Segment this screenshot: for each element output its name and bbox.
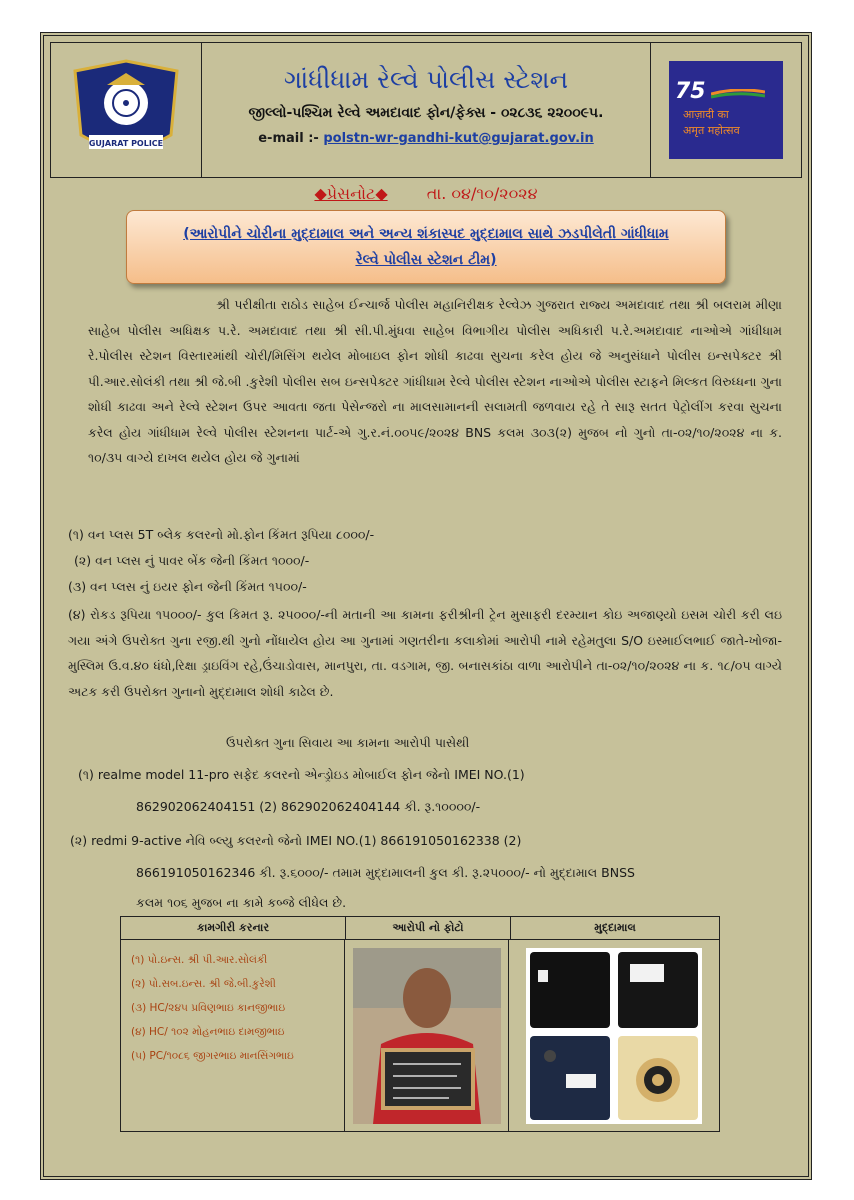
accused-photo: [353, 948, 501, 1124]
team-member: (૫) PC/૧૦૮૬ જીગરભાઇ માનસિંગભાઇ: [131, 1050, 294, 1062]
accused-photo-cell: [345, 940, 509, 1132]
team-member: (૧) પો.ઇન્સ. શ્રી પી.આર.સોલંકી: [131, 954, 268, 966]
subject-line1: (આરોપીને ચોરીના મુદ્દામાલ અને અન્ય શંકાસ્પદ મુદ્દામાલ સાથે ઝડપીલેતી ગાંધીધામ: [183, 226, 669, 242]
team-member: (૪) HC/ ૧૦૨ મોહનભાઇ દામજીભાઇ: [131, 1026, 285, 1038]
header-seized-items: મુદ્દામાલ: [594, 921, 636, 934]
table-body: [121, 940, 719, 1132]
list-item: (૨) વન પ્લસ નું પાવર બેંક જેની કિંમત ૧૦૦૦/-: [74, 553, 310, 568]
seized-item-2-line2: 866191050162346 કી. રૂ.૬૦૦૦/- તમામ મુદ્દામાલની કુલ કી. રૂ.૨૫૦૦૦/- નો મુદ્દામાલ BNSS: [136, 865, 635, 880]
seized-items-cell: [509, 940, 719, 1132]
press-note-page: [40, 32, 812, 1180]
seized-item-2-line3: કલમ ૧૦૬ મુજબ ના કામે કબ્જે લીધેલ છે.: [136, 895, 347, 910]
seized-item-1-line1: (૧) realme model 11-pro સફેદ કલરનો એન્ડ્રોઇડ મોબાઈલ ફોન જેનો IMEI NO.(1): [78, 767, 525, 782]
email-link[interactable]: polstn-wr-gandhi-kut@gujarat.gov.in: [323, 131, 594, 146]
tricolor-icon: [711, 89, 765, 99]
station-title: ગાંધીધામ રેલ્વે પોલીસ સ્ટેશન: [283, 65, 569, 94]
azadi-amrit-mahotsav-logo-icon: [669, 61, 783, 159]
svg-text:GUJARAT POLICE: GUJARAT POLICE: [88, 139, 164, 148]
team-member: (૨) પો.સબ.ઇન્સ. શ્રી જે.બી.કુરેશી: [131, 978, 276, 990]
seized-item-1-line2: 862902062404151 (2) 862902062404144 કી. રૂ.૧૦૦૦૦/-: [136, 799, 481, 814]
press-note-row: [44, 184, 808, 204]
subject-box: [126, 210, 726, 284]
subject-line2: રેલ્વે પોલીસ સ્ટેશન ટીમ): [355, 252, 497, 268]
email-label: e-mail :-: [258, 131, 319, 146]
table-header: [121, 917, 719, 940]
indent: [88, 297, 216, 312]
press-note-label: ◆પ્રેસનોટ◆: [314, 184, 388, 203]
header-team: કામગીરી કરનાર: [121, 917, 346, 939]
team-member: (૩) HC/૨૪૫ પ્રવિણભાઇ કાનજીભાઇ: [131, 1002, 286, 1014]
district-line: જીલ્લો-પશ્ચિમ રેલ્વે અમદાવાદ ફોન/ફેક્સ - ૦૨૮૩૬ ૨૨૦૦૯૫.: [248, 105, 604, 121]
gujarat-police-logo-icon: [67, 57, 185, 163]
email-row: [202, 131, 650, 146]
team-table: [120, 916, 720, 1132]
body-paragraph: [88, 292, 782, 471]
team-list: [121, 940, 345, 1132]
logo-cell: [51, 43, 202, 177]
letterhead: [50, 42, 802, 178]
paragraph-2: ઉપરોક્ત ગુના સિવાય આ કામના આરોપી પાસેથી: [226, 735, 470, 750]
list-item: (૩) વન પ્લસ નું ઇયર ફોન જેની કિંમત ૧૫૦૦/-: [68, 579, 307, 594]
title-cell: [202, 43, 651, 177]
paragraph-1: શ્રી પરીક્ષીતા રાઠોડ સાહેબ ઈન્ચાર્જ પોલીસ મહાનિરીક્ષક રેલ્વેઝ ગુજરાત રાજ્ય અમદાવાદ તથા શ્રી બલરામ મીણા સાહેબ પોલીસ અધિક્ષક પ.રે. અમદાવાદ તથા શ્રી સી.પી.મુંધવા સાહેબ વિભાગીય પોલીસ અધિકારી પ.રે.અમદાવાદ નાઓએ ગાંધીધામ રે.પોલીસ સ્ટેશન વિસ્તારમાંથી ચોરી/મિસિંગ થયેલ મોબાઇલ ફોન શોધી કાઢવા સુચના કરેલ હોય જે અનુસંધાને પોલીસ ઇન્સપેક્ટર શ્રી પી.આર.સોલંકી તથા શ્રી જે.બી .કુરેશી પોલીસ સબ ઇન્સપેક્ટર ગાંધીધામ રેલ્વે પોલીસ સ્ટેશન નાઓએ પોલીસ સ્ટાફને મિલ્કત વિરુધ્ધના ગુના શોધી કાઢવા અને રેલ્વે સ્ટેશન ઉપર આવતા જતા પેસેન્જરો ના માલસામાનની સલામતી જળવાય રહે તે સારૂ સતત પેટ્રોલીંગ કરવા સુચના કરેલ હોય ગાંધીધામ રેલ્વે પોલીસ સ્ટેશનના પાર્ટ-એ ગુ.ર.નં.૦૦૫૯/૨૦૨૪ BNS કલમ ૩૦૩(૨) મુજબ નો ગુનો તા-૦૨/૧૦/૨૦૨૪ ના ક. ૧૦/૩૫ વાગ્યે દાખલ થયેલ હોય જે ગુનામાં: [88, 297, 782, 465]
badge-line1: आज़ादी का: [683, 108, 729, 121]
press-note-date: તા. ૦૪/૧૦/૨૦૨૪: [426, 184, 538, 203]
badge-number: 75: [675, 79, 706, 104]
seized-items-photo: [526, 948, 702, 1124]
list-item: (૧) વન પ્લસ 5T બ્લેક કલરનો મો.ફોન કિંમત રૂપિયા ૮૦૦૦/-: [68, 527, 375, 542]
badge-cell: [651, 43, 801, 177]
header-accused-photo: આરોપી નો ફોટો: [346, 917, 511, 939]
badge-line2: अमृत महोत्सव: [683, 124, 740, 137]
list-item-4: (૪) રોકડ રૂપિયા ૧૫૦૦૦/- કુલ કિમત રૂ. ૨૫૦૦૦/-ની મતાની આ કામના ફરીશ્રીની ટ્રેન મુસાફરી દરમ્યાન કોઇ અજાણ્યો ઇસમ ચોરી કરી લઇ ગયા અંગે ઉપરોક્ત ગુના રજી.થી ગુનો નોંધાયેલ હોય આ ગુનામાં ગણતરીના કલાકોમાં આરોપી નામે રહેમતુલા S/O ઇસ્માઈલભાઈ જાતે-ખોજા-મુસ્લિમ ઉ.વ.૪૦ ધંધો,રિક્ષા ડ્રાઇવિંગ રહે,ઉંચાડોવાસ, માનપુરા, તા. વડગામ, જી. બનાસકાંઠા વાળા આરોપીને તા-૦૨/૧૦/૨૦૨૪ ના ક. ૧૮/૦૫ વાગ્યે અટક કરી ઉપરોક્ત ગુનાનો મુદ્દામાલ શોધી કાઢેલ છે.: [68, 607, 782, 699]
seized-item-2-line1: (૨) redmi 9-active નેવિ બ્લ્યુ કલરનો જેનો IMEI NO.(1) 866191050162338 (2): [70, 833, 522, 848]
